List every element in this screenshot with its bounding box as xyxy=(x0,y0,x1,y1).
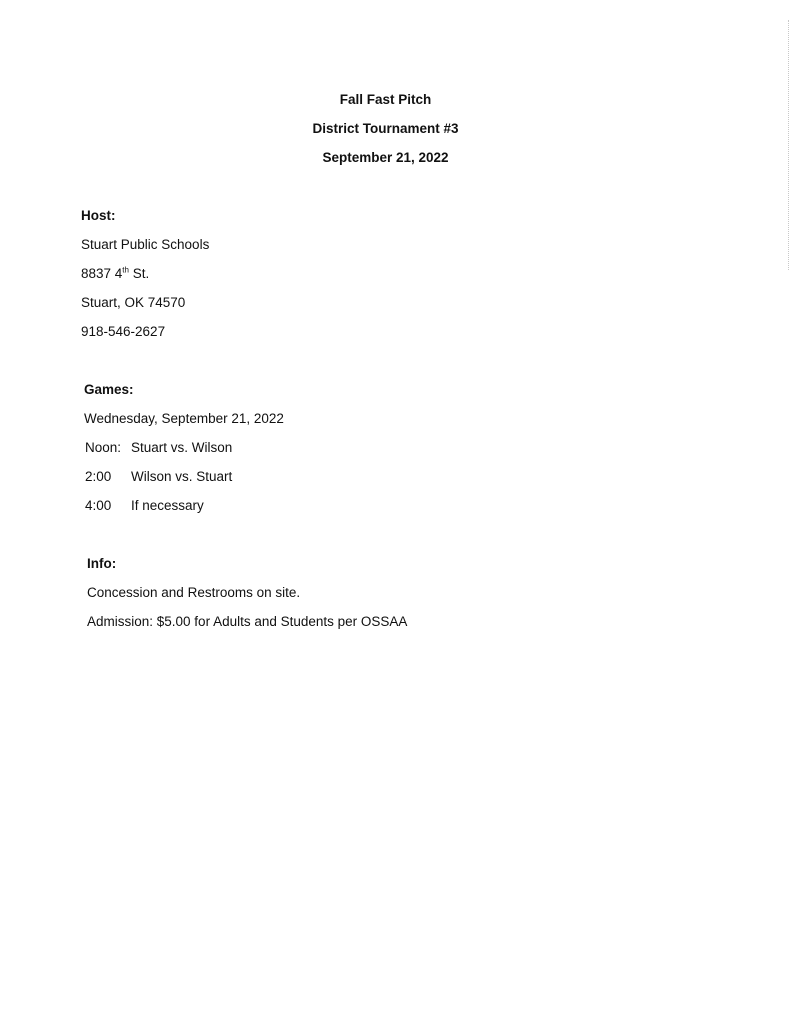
game-time: 2:00 xyxy=(85,469,112,484)
game-row xyxy=(85,440,232,456)
game-time: 4:00 xyxy=(85,498,112,513)
document-subtitle: District Tournament #3 xyxy=(312,121,459,136)
info-heading: Info: xyxy=(87,556,117,571)
document-title: Fall Fast Pitch xyxy=(339,92,432,107)
host-street-suffix: th xyxy=(122,265,129,275)
info-line-admission: Admission: $5.00 for Adults and Students per OSSAA xyxy=(87,614,408,629)
game-matchup: If necessary xyxy=(131,498,204,513)
host-street xyxy=(81,266,149,282)
host-name: Stuart Public Schools xyxy=(81,237,210,252)
game-matchup: Stuart vs. Wilson xyxy=(131,440,233,455)
host-street-number: 8837 4 xyxy=(81,266,123,281)
game-row xyxy=(85,498,204,514)
game-time: Noon: xyxy=(85,440,122,455)
document-date: September 21, 2022 xyxy=(322,150,449,165)
host-phone: 918-546-2627 xyxy=(81,324,166,339)
host-street-rest: St. xyxy=(128,266,150,281)
info-line-concessions: Concession and Restrooms on site. xyxy=(87,585,301,600)
scan-edge-line xyxy=(788,20,790,270)
games-day: Wednesday, September 21, 2022 xyxy=(84,411,284,426)
game-row xyxy=(85,469,232,485)
games-heading: Games: xyxy=(84,382,134,397)
game-matchup: Wilson vs. Stuart xyxy=(131,469,233,484)
host-heading: Host: xyxy=(81,208,116,223)
host-city-state-zip: Stuart, OK 74570 xyxy=(81,295,186,310)
